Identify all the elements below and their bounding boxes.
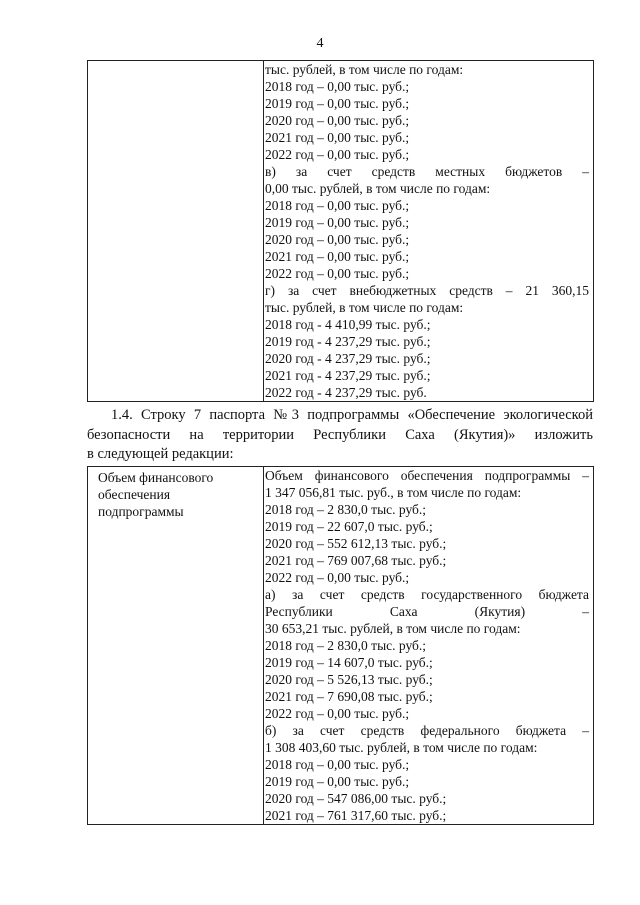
funding-line: 2020 год – 0,00 тыс. руб.; [265, 232, 410, 247]
label-cell-empty [88, 61, 264, 402]
funding-line: 2021 год – 761 317,60 тыс. руб.; [265, 808, 447, 823]
amendment-paragraph [87, 406, 593, 465]
funding-line: 2021 год – 769 007,68 тыс. руб.; [265, 553, 447, 568]
funding-line: 30 653,21 тыс. рублей, в том числе по годам: [265, 621, 521, 636]
funding-line: 2020 год – 547 086,00 тыс. руб.; [265, 791, 447, 806]
funding-details-cell [264, 61, 594, 402]
funding-line: 2018 год – 0,00 тыс. руб.; [265, 198, 410, 213]
funding-line: 2020 год – 5 526,13 тыс. руб.; [265, 672, 433, 687]
funding-line: 2020 год – 0,00 тыс. руб.; [265, 113, 410, 128]
funding-line: в) за счет средств местных бюджетов – [265, 164, 589, 179]
page-number: 4 [316, 36, 324, 51]
funding-line: 2021 год – 0,00 тыс. руб.; [265, 130, 410, 145]
funding-line: 2020 год - 4 237,29 тыс. руб.; [265, 351, 431, 366]
funding-line: а) за счет средств государственного бюджета [265, 587, 589, 602]
paragraph-line: в следующей редакции: [87, 446, 234, 462]
funding-line: 1 347 056,81 тыс. руб., в том числе по годам: [265, 485, 522, 500]
funding-line: 2020 год – 552 612,13 тыс. руб.; [265, 536, 447, 551]
funding-line: 2018 год – 0,00 тыс. руб.; [265, 757, 410, 772]
funding-line: 2019 год – 14 607,0 тыс. руб.; [265, 655, 433, 670]
funding-line: 2022 год – 0,00 тыс. руб.; [265, 266, 410, 281]
funding-line: 2018 год – 2 830,0 тыс. руб.; [265, 638, 427, 653]
funding-line: 2022 год – 0,00 тыс. руб.; [265, 147, 410, 162]
funding-line: 2021 год – 7 690,08 тыс. руб.; [265, 689, 433, 704]
funding-table [87, 466, 594, 825]
paragraph-line: безопасности на территории Республики Саха (Якутия)» изложить [87, 426, 593, 443]
funding-line: 2022 год - 4 237,29 тыс. руб. [265, 385, 427, 400]
row-label: Объем финансового обеспечения подпрограммы [98, 470, 214, 519]
funding-line: Объем финансового обеспечения подпрограммы – [265, 468, 589, 483]
funding-line: тыс. рублей, в том числе по годам: [265, 62, 464, 77]
label-cell [88, 467, 264, 825]
funding-line: Республики Саха (Якутия) – [265, 604, 589, 619]
funding-line: 2018 год - 4 410,99 тыс. руб.; [265, 317, 431, 332]
funding-line: 2019 год – 22 607,0 тыс. руб.; [265, 519, 433, 534]
funding-line: тыс. рублей, в том числе по годам: [265, 300, 464, 315]
funding-line: 2018 год – 0,00 тыс. руб.; [265, 79, 410, 94]
funding-line: 2018 год – 2 830,0 тыс. руб.; [265, 502, 427, 517]
funding-line: 2019 год – 0,00 тыс. руб.; [265, 215, 410, 230]
funding-line: 2019 год - 4 237,29 тыс. руб.; [265, 334, 431, 349]
funding-line: 2019 год – 0,00 тыс. руб.; [265, 774, 410, 789]
funding-line: 0,00 тыс. рублей, в том числе по годам: [265, 181, 491, 196]
funding-line: 2021 год – 0,00 тыс. руб.; [265, 249, 410, 264]
funding-line: 2021 год - 4 237,29 тыс. руб.; [265, 368, 431, 383]
funding-line: б) за счет средств федерального бюджета – [265, 723, 589, 738]
funding-line: 1 308 403,60 тыс. рублей, в том числе по годам: [265, 740, 538, 755]
funding-table-continued [87, 60, 594, 402]
funding-details-cell [264, 467, 594, 825]
paragraph-line: 1.4. Строку 7 паспорта №3 подпрограммы «Обеспечение экологической [111, 407, 593, 423]
funding-line: 2019 год – 0,00 тыс. руб.; [265, 96, 410, 111]
funding-line: г) за счет внебюджетных средств – 21 360,15 [265, 283, 589, 298]
funding-line: 2022 год – 0,00 тыс. руб.; [265, 570, 410, 585]
funding-line: 2022 год – 0,00 тыс. руб.; [265, 706, 410, 721]
